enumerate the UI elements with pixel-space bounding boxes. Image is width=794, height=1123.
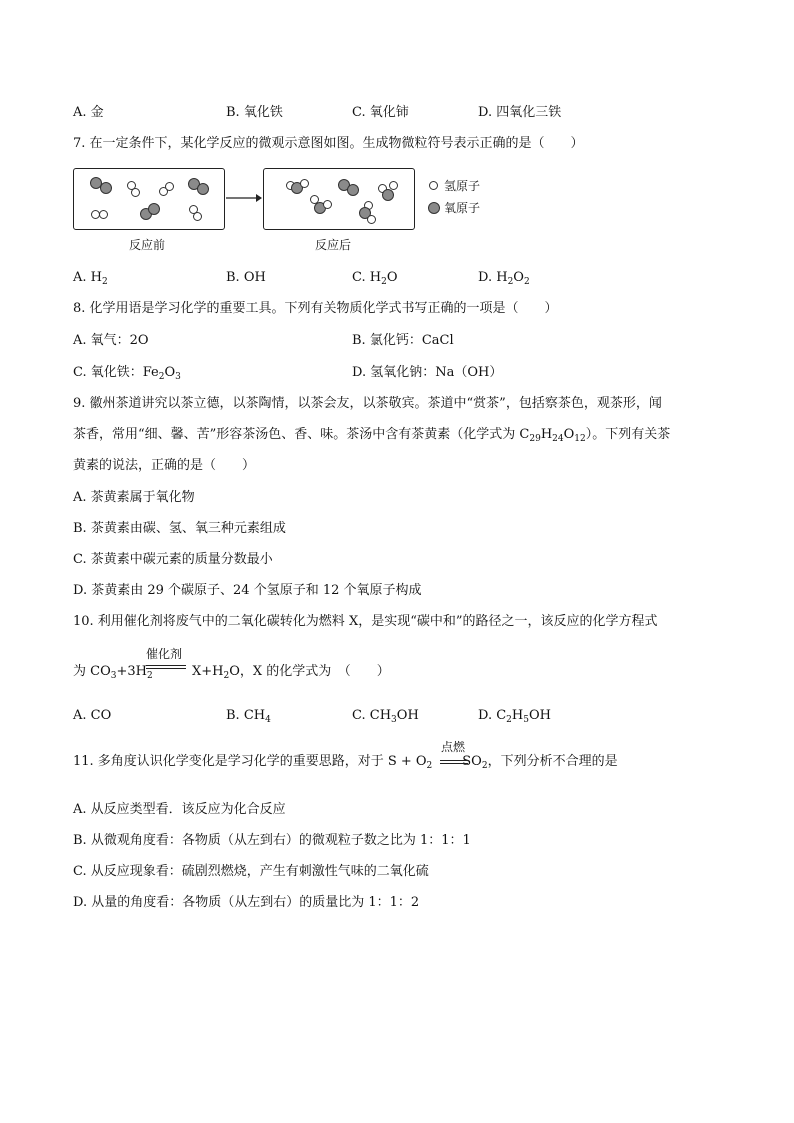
q8-option-b[interactable]: B. 氯化钙：CaCl <box>352 333 454 348</box>
q11-option-b[interactable]: B. 从微观角度看：各物质（从左到右）的微观粒子数之比为 1：1：1 <box>73 833 471 848</box>
q8-option-a[interactable]: A. 氧气：2O <box>73 333 149 348</box>
q9-option-a[interactable]: A. 茶黄素属于氧化物 <box>73 490 195 505</box>
q11-stem: 11. 多角度认识化学变化是学习化学的重要思路，对于 $S + O_2$ $SO_2$，下列分析不合理的是 <box>73 754 618 771</box>
q10-equation-left: 为 $CO_3+3H_2$ <box>73 664 153 681</box>
q6-option-d[interactable]: D. 四氧化三铁 <box>478 105 562 120</box>
q11-equals-sign <box>440 760 468 764</box>
q9-stem-line3: 黄素的说法，正确的是（ ） <box>73 458 256 473</box>
q9-option-d[interactable]: D. 茶黄素由 29 个碳原子、24 个氢原子和 12 个氧原子构成 <box>73 583 422 598</box>
q9-option-c[interactable]: C. 茶黄素中碳元素的质量分数最小 <box>73 552 273 567</box>
q9-stem-line2: 茶香，常用“细、馨、苦”形容茶汤色、香、味。茶汤中含有茶黄素（化学式为 $C_{29}H_{24}O_{12}$）。下列有关茶 <box>73 427 671 444</box>
hydrogen-atom <box>367 215 376 224</box>
q8-option-d[interactable]: D. 氢氧化钠：Na（OH） <box>352 365 503 380</box>
reaction-arrow-icon <box>226 192 262 204</box>
hydrogen-atom <box>99 210 108 219</box>
q7-stem: 7. 在一定条件下，某化学反应的微观示意图如图。生成物微粒符号表示正确的是（ ） <box>73 136 584 151</box>
q6-option-b[interactable]: B. 氧化铁 <box>226 105 283 120</box>
oxygen-atom <box>100 182 112 194</box>
q6-option-a[interactable]: A. 金 <box>73 105 104 120</box>
q11-option-a[interactable]: A. 从反应类型看．该反应为化合反应 <box>73 802 286 817</box>
oxygen-atom <box>347 184 359 196</box>
caption-before: 反应前 <box>129 238 166 252</box>
legend-hydrogen-icon <box>429 181 438 190</box>
before-reaction-box <box>73 168 225 230</box>
q10-option-c[interactable]: C. $CH_3OH$ <box>352 708 419 725</box>
q11-option-c[interactable]: C. 从反应现象看：硫剧烈燃烧，产生有刺激性气味的二氧化硫 <box>73 864 429 879</box>
q10-equals-sign <box>146 665 186 669</box>
q10-stem-line1: 10. 利用催化剂将废气中的二氧化碳转化为燃料 X，是实现“碳中和”的路径之一，该反应的化学方程式 <box>73 614 658 629</box>
legend-hydrogen-label: 氢原子 <box>444 179 481 193</box>
q10-option-d[interactable]: D. $C_2H_5OH$ <box>478 708 551 725</box>
q10-equation-right: $X+H_2O$，X 的化学式为 （ ） <box>192 664 390 681</box>
q11-condition-label: 点燃 <box>441 740 466 754</box>
q8-option-c[interactable]: C. 氧化铁：$Fe_2O_3$ <box>73 365 181 382</box>
q8-stem: 8. 化学用语是学习化学的重要工具。下列有关物质化学式书写正确的一项是（ ） <box>73 301 558 316</box>
hydrogen-atom <box>165 182 174 191</box>
oxygen-atom <box>382 189 394 201</box>
legend-oxygen-icon <box>428 202 440 214</box>
hydrogen-atom <box>131 188 140 197</box>
q7-option-b[interactable]: B. OH <box>226 270 266 285</box>
q11-option-d[interactable]: D. 从量的角度看：各物质（从左到右）的质量比为 1：1：2 <box>73 895 420 910</box>
q7-option-d[interactable]: D. $H_2O_2$ <box>478 270 530 287</box>
hydrogen-atom <box>389 181 398 190</box>
hydrogen-atom <box>323 200 332 209</box>
q7-option-c[interactable]: C. $H_2O$ <box>352 270 398 287</box>
hydrogen-atom <box>193 212 202 221</box>
q10-catalyst-label: 催化剂 <box>146 647 183 661</box>
q10-option-b[interactable]: B. $CH_4$ <box>226 708 271 725</box>
oxygen-atom <box>148 203 160 215</box>
q7-option-a[interactable]: A. $H_2$ <box>73 270 108 287</box>
q6-option-c[interactable]: C. 氧化铈 <box>352 105 409 120</box>
hydrogen-atom <box>300 179 309 188</box>
oxygen-atom <box>197 183 209 195</box>
after-reaction-box <box>263 168 415 230</box>
q9-stem-line1: 9. 徽州茶道讲究以茶立德，以茶陶情，以茶会友，以茶敬宾。茶道中“赏茶”，包括察茶色，观茶形，闻 <box>73 396 662 411</box>
caption-after: 反应后 <box>315 238 352 252</box>
q9-option-b[interactable]: B. 茶黄素由碳、氢、氧三种元素组成 <box>73 521 286 536</box>
legend-oxygen-label: 氧原子 <box>444 201 481 215</box>
q10-option-a[interactable]: A. CO <box>73 708 112 723</box>
